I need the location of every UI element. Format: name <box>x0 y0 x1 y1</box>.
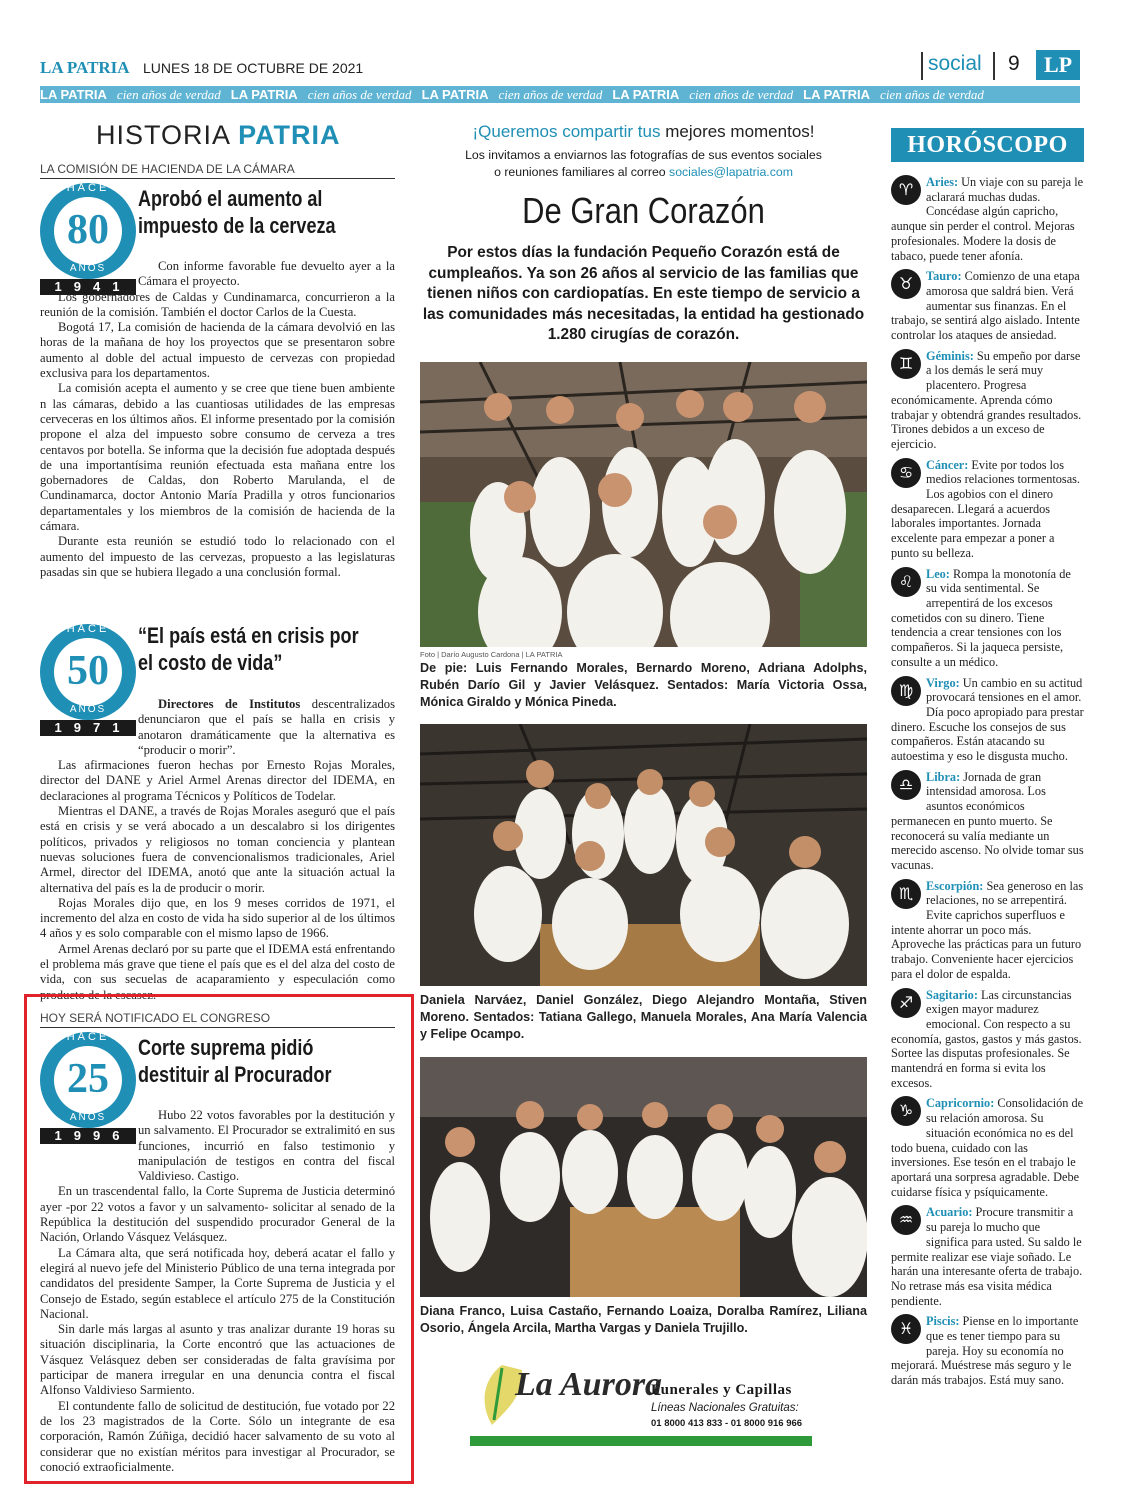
photo-illustration <box>420 362 867 647</box>
horoscope-sign <box>891 879 1084 982</box>
article-kicker: HOY SERÁ NOTIFICADO EL CONGRESO <box>40 1011 395 1028</box>
leo-icon: ♌ <box>891 567 921 597</box>
sign-name: Virgo: <box>926 675 960 690</box>
historia-patria-title <box>96 120 341 151</box>
share-sub-line2 <box>420 164 867 181</box>
aquarius-icon: ♒ <box>891 1205 921 1235</box>
paragraph: Bogotá 17, La comisión de hacienda de la cámara devolvió en las horas de la mañana de hoy los proyectos que se presentaron sobre aumento al doble del actual impuesto de cervezas con propiedad exclusiva para los departamentos. <box>40 320 395 381</box>
social-lead: Por estos días la fundación Pequeño Corazón está de cumpleaños. Ya son 26 años al servicio de las familias que tienen niños con cardiopatías. En este tiempo de servicio a las comunidades más necesitadas, la entidad ha gestionado 1.280 cirugías de corazón. <box>422 244 865 343</box>
horoscope-sign <box>891 458 1084 561</box>
sign-text: Sea generoso en las relaciones, no se arrepentirá. Evite caprichos superfluos e intente ahorrar un poco más. Aproveche las prácticas para un futuro trabajo. Conveniente hacer ejercicios para el dolor de espalda. <box>891 878 1084 981</box>
sign-name: Piscis: <box>926 1314 960 1329</box>
sign-text: Las circunstancias exigen mayor madurez emocional. Con respecto a su economía, gastos, gastos y más gastos. Sortee las disputas profesionales. Se mantendrá en forma si evita los excesos. <box>891 987 1082 1090</box>
sign-name: Acuario: <box>926 1205 973 1220</box>
paragraph: Los gobernadores de Caldas y Cundinamarca, concurrieron a la reunión de la comisión. También el doctor Carlos de la Cuesta. <box>40 289 395 319</box>
sign-name: Sagitario: <box>926 987 978 1002</box>
article-headline: Corte suprema pidió destituir al Procurador <box>138 1035 332 1087</box>
horoscope-sign <box>891 269 1084 343</box>
sign-text: Comienzo de una etapa amorosa que saldrá bien. Verá aumentar sus finanzas. En el trabajo, se sentirá algo aislado. Intente controlar los ataques de ansiedad. <box>891 269 1080 343</box>
paragraph: Mientras el DANE, a través de Rojas Morales aseguró que el país está en crisis y se verá abocado a un descalabro si los dirigentes políticos, privados y religiosos no toman conciencia y plantean nuevas soluciones fuera de convencionalismos tradicionales, Ariel Armel, director del IDEMA, anotó que ante la situación actual la alternativa del país es la de producir o morir. <box>40 804 395 895</box>
sign-text: Jornada de gran intensidad amorosa. Los asuntos económicos permanecen en punto muerto. Se reconocerá su valía mediante un merecido ascenso. No olvide tomar sus vacunas. <box>891 769 1084 872</box>
lead-bold: Directores de Institutos <box>158 697 301 711</box>
paragraph: Armel Arenas declaró por su parte que el IDEMA está enfrentando el problema más grave que tiene el país que es el del alza del costo de vida, con sus secuelas de acaparamiento y especulación como producto de la escasez. <box>40 941 395 1002</box>
horoscope-sign <box>891 770 1084 873</box>
horoscope-list <box>891 175 1084 1394</box>
article-headline: Aprobó el aumento al impuesto de la cerveza <box>138 186 336 238</box>
horoscope-sign <box>891 175 1084 263</box>
ribbon-tagline: cien años de verdad <box>116 87 221 102</box>
sign-name: Aries: <box>926 175 959 189</box>
ad-phones: 01 8000 413 833 - 01 8000 916 966 <box>651 1418 803 1429</box>
horoscope-sign <box>891 567 1084 670</box>
scorpio-icon: ♏ <box>891 879 921 909</box>
badge-number: 25 <box>67 1056 109 1102</box>
historia-title-bold: PATRIA <box>238 120 341 150</box>
badge-anos: AÑOS <box>69 1112 107 1123</box>
tagline-ribbon <box>40 86 1080 103</box>
photo-credit: Foto | Darío Augusto Cardona | LA PATRIA <box>420 650 563 659</box>
paragraph: Hubo 22 votos favorables por la destitución y un salvamento. El Procurador se extralimitó en sus funciones, incurrió en falso testimonio y manipulación de testigos en contra del fiscal Valdivieso. Castigo. <box>138 1108 395 1184</box>
virgo-icon: ♍ <box>891 676 921 706</box>
aries-icon: ♈ <box>891 175 921 205</box>
gemini-icon: ♊ <box>891 349 921 379</box>
sign-text: Piense en lo importante que es tener tiempo para su pareja. Hoy su economía no mejorará. Muéstrese más seguro y le darán más trabajos. Está muy sano. <box>891 1314 1079 1388</box>
horoscope-sign <box>891 1205 1084 1308</box>
ad-subtitle: Líneas Nacionales Gratuitas: <box>651 1402 799 1414</box>
share-email[interactable]: sociales@lapatria.com <box>669 165 793 179</box>
sagittarius-icon: ♐ <box>891 988 921 1018</box>
badge-anos: AÑOS <box>69 263 107 274</box>
article-body <box>40 697 395 1003</box>
ad-green-bar <box>470 1436 812 1446</box>
group-photo-3 <box>420 1057 867 1297</box>
article-headline: “El país está en crisis por el costo de vida” <box>138 623 359 675</box>
ribbon-tagline: cien años de verdad <box>880 87 984 102</box>
ribbon-tagline: cien años de verdad <box>307 87 412 102</box>
sign-text: Consolidación de su relación amorosa. Su situación económica no es del todo buena, cuidado con las inversiones. Ese tesón en el trabajo le aportará una sorpresa agradable. Debe cuidarse física y psíquicamente. <box>891 1096 1084 1199</box>
paragraph: La comisión acepta el aumento y se cree que tiene buen ambiente n las cámaras, debido a las cuantiosas utilidades de las empresas cerveceras en los últimos años. El informe presentado por la comisión propone el alza del impuesto sobre consumo de cerveza a tres centavos por botella. Se informa que la decisión fue adoptada después de una importantísima reunión efectuada esta mañana entre los gobernadores de Caldas, don Roberto Marulanda, el de Cundinamarca, doctor Antonio María Pradilla y otros funcionarios departamentales y los miembros de la comisión de hacienda de la cámara. <box>40 381 395 534</box>
ribbon-tagline: cien años de verdad <box>498 87 603 102</box>
horoscope-sign <box>891 676 1084 764</box>
sign-name: Géminis: <box>926 348 974 363</box>
lead-rest: descentralizados denunciaron que el país se halla en crisis y anotaron dramáticamente que la alternativa es “producir o morir”. <box>138 697 395 757</box>
share-sub-line2-text: o reuniones familiares al correo <box>494 165 666 179</box>
share-subtext <box>420 147 867 181</box>
article-body <box>40 1108 395 1475</box>
badge-anos: AÑOS <box>69 704 107 715</box>
sign-text: Procure transmitir a su pareja lo mucho que significa para usted. Su saldo le permite realizar ese viaje soñado. Le harán una interesante oferta de trabajo. No retrase más esa visita médica pendiente. <box>891 1205 1083 1308</box>
sign-name: Escorpión: <box>926 878 984 893</box>
badge-number: 50 <box>67 648 109 694</box>
historia-title-plain: HISTORIA <box>96 120 230 150</box>
ad-brand: La Aurora <box>515 1366 663 1403</box>
photo-caption-1: De pie: Luis Fernando Morales, Bernardo Moreno, Adriana Adolphs, Rubén Darío Gil y Javier Velásquez. Sentados: María Victoria Ossa, Mónica Giraldo y Mónica Pineda. <box>420 661 867 709</box>
group-photo-1 <box>420 362 867 647</box>
sign-name: Capricornio: <box>926 1096 995 1111</box>
issue-date: LUNES 18 DE OCTUBRE DE 2021 <box>143 60 364 76</box>
social-title: De Gran Corazón <box>522 190 765 231</box>
paragraph: La Cámara alta, que será notificada hoy, deberá acatar el fallo y elegirá al nuevo jefe del Ministerio Público de una terna integrada por candidatos del presidente Samper, la Corte Suprema de Justicia y el Consejo de Estado, según establece el artículo 275 de la Constitución Nacional. <box>40 1245 395 1321</box>
sign-text: Rompa la monotonía de su vida sentimental. Se arrepentirá de los excesos cometidos con su dinero. Tiene tendencia a crear tensiones con los compañeros. Si la jaqueca persiste, consulte a un médico. <box>891 566 1071 669</box>
share-sub-line1: Los invitamos a enviarnos las fotografías de sus eventos sociales <box>465 148 822 162</box>
article-kicker: LA COMISIÓN DE HACIENDA DE LA CÁMARA <box>40 162 395 179</box>
capricorn-icon: ♑ <box>891 1096 921 1126</box>
share-heading-dark: mejores momentos! <box>665 122 815 141</box>
sign-text: Un cambio en su actitud provocará tensiones en el amor. Día poco apropiado para prestar dinero. Escuche los consejos de sus compañeros. Están atacando su autoestima y eso le disgusta mucho. <box>891 675 1084 764</box>
share-heading-blue: ¡Queremos compartir tus <box>472 122 661 141</box>
photo-caption-2: Daniela Narváez, Daniel González, Diego Alejandro Montaña, Stiven Moreno. Sentados: Tatiana Gallego, Manuela Morales, Ana María Valencia y Felipe Ocampo. <box>420 993 867 1041</box>
cancer-icon: ♋ <box>891 458 921 488</box>
ribbon-brand: LA PATRIA <box>612 87 680 102</box>
paragraph <box>138 697 395 758</box>
horoscope-title: HORÓSCOPO <box>891 128 1084 162</box>
badge-number: 80 <box>67 207 109 253</box>
ribbon-brand: LA PATRIA <box>803 87 871 102</box>
group-photo-2 <box>420 724 867 986</box>
badge-year: 1996 <box>40 1128 136 1144</box>
paragraph: El contundente fallo de solicitud de destitución, fue votado por 22 de los 23 magistrados de la Corte. Sólo un integrante de esa corporación, Ramón Zúñiga, decidió hacer salvamento de su voto al considerar que no existían méritos para investigar al Procurador, se conoció extraoficialmente. <box>40 1398 395 1474</box>
photo-illustration <box>420 724 867 986</box>
ribbon-tagline: cien años de verdad <box>689 87 794 102</box>
la-aurora-ad[interactable] <box>470 1360 812 1446</box>
paragraph: Las afirmaciones fueron hechas por Ernesto Rojas Morales, director del DANE y Ariel Armel Arenas director del IDEMA, en declaraciones al programa Técnicos y Políticos de Todelar. <box>40 758 395 803</box>
paragraph: En un trascendental fallo, la Corte Suprema de Justicia determinó ayer -por 22 votos a favor y un salvamento- solicitar al senado de la República la destitución del suspendido procurador General de la Nación, Orlando Vásquez Velásquez. <box>40 1184 395 1245</box>
sign-name: Leo: <box>926 566 950 581</box>
photo-caption-3: Diana Franco, Luisa Castaño, Fernando Loaiza, Doralba Ramírez, Liliana Osorio, Ángela Arcila, Martha Vargas y Daniela Trujillo. <box>420 1304 867 1335</box>
sign-name: Libra: <box>926 769 961 784</box>
sign-text: Un viaje con su pareja le aclarará muchas dudas. Concédase algún capricho, aunque sin perder el control. Mejoras profesionales. Modere la dosis de tabaco, puede tener afonía. <box>891 175 1084 263</box>
ribbon-brand: LA PATRIA <box>421 87 489 102</box>
badge-year: 1971 <box>40 720 136 736</box>
sign-name: Tauro: <box>926 269 962 284</box>
section-name: social <box>928 52 982 75</box>
ribbon-brand: LA PATRIA <box>40 87 107 102</box>
page-number: 9 <box>1008 52 1020 75</box>
horoscope-sign <box>891 349 1084 452</box>
paragraph: Sin darle más largas al asunto y tras analizar durante 19 horas su situación disciplinaria, la Corte encontró que las actuaciones de Vásquez Velásquez deben ser consideradas de falta gravísima por participar de manera irregular en una denuncia contra el fiscal Alfonso Valdivieso Sarmiento. <box>40 1322 395 1398</box>
ribbon-brand: LA PATRIA <box>230 87 298 102</box>
sign-text: Su empeño por darse a los demás le será muy placentero. Progresa económicamente. Aprenda cómo trabajar y obtendrá grandes resultados. Tirones debidos a un exceso de ejercicio. <box>891 348 1082 451</box>
horoscope-sign <box>891 988 1084 1091</box>
share-heading <box>420 122 867 142</box>
taurus-icon: ♉ <box>891 269 921 299</box>
badge-hace: HACE <box>66 1031 110 1043</box>
horoscope-sign <box>891 1096 1084 1199</box>
sign-text: Evite por todos los medios relaciones tormentosas. Los agobios con el dinero desaparecen. Llegará a acuerdos laborales importantes. Jornada excelente para empezar a poner a punto su belleza. <box>891 457 1081 560</box>
paragraph: Con informe favorable fue devuelto ayer a la Cámara el proyecto. <box>138 259 395 289</box>
pisces-icon: ♓ <box>891 1314 921 1344</box>
badge-hace: HACE <box>66 182 110 194</box>
lp-logo: LP <box>1036 50 1080 80</box>
paragraph: Rojas Morales dijo que, en los 9 meses corridos de 1971, el incremento del alza en costo de vida ha sido superior al de los últimos 4 años y es solo comparable con el mismo lapso de 1966. <box>40 895 395 941</box>
horoscope-sign <box>891 1314 1084 1388</box>
paragraph: Durante esta reunión se estudió todo lo relacionado con el aumento del impuesto de las cervezas, propuesto a las legislaturas pasadas sin que se hubiera llegado a una conclusión formal. <box>40 534 395 579</box>
article-body <box>40 259 395 580</box>
badge-year: 1941 <box>40 279 136 295</box>
photo-illustration <box>420 1057 867 1297</box>
ad-title: Funerales y Capillas <box>651 1382 792 1398</box>
masthead: LA PATRIA <box>40 58 130 77</box>
libra-icon: ♎ <box>891 770 921 800</box>
sign-name: Cáncer: <box>926 457 969 472</box>
badge-hace: HACE <box>66 623 110 635</box>
